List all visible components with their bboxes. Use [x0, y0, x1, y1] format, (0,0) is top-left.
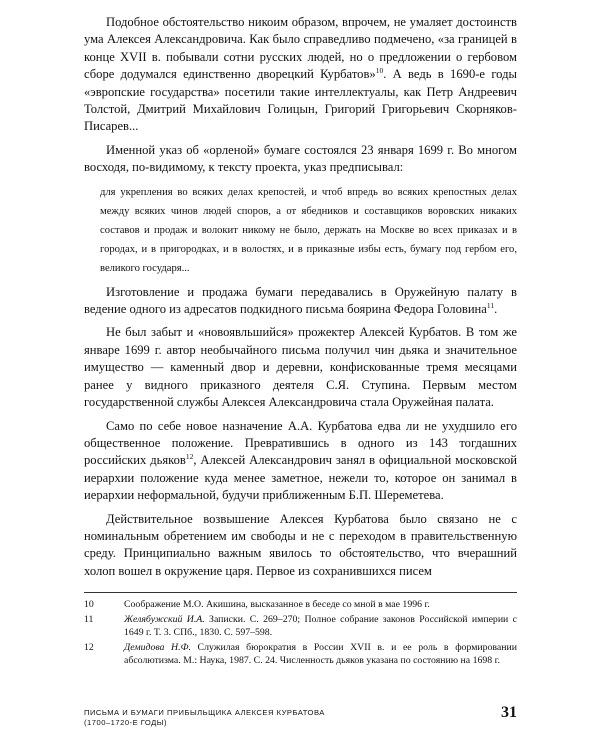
footnote-divider — [84, 592, 517, 593]
paragraph-4: Не был забыт и «новоявльшийся» прожектер Алексей Курбатов. В том же январе 1699 г. автор необычайного письма получил чин дьяка и значительное имущество — каменный двор и деревни, конфискованные тремя месяцами ранее у видного приказного деятеля С.Я. Ступина. Первым местом государственной службы Алексея Александровича стала Оружейная палата. — [84, 325, 517, 410]
paragraph-6: Действительное возвышение Алексея Курбатова было связано не с номинальным обретением им свободы и не с переходом в правительственную среду. Принципиально важным явилось то обстоятельство, что вчерашний холоп вошел в окружение царя. Первое из сохранившихся писем — [84, 511, 517, 578]
page-number: 31 — [501, 704, 517, 721]
footnote-12: 12 Демидова Н.Ф. Служилая бюрократия в России XVII в. и ее роль в формировании абсолютизма. М.: Наука, 1987. С. 24. Численность дьяков указана по состоянию на 1698 г. — [84, 642, 518, 666]
footnote-ref-10: 10 — [375, 66, 384, 76]
main-text — [84, 14, 517, 580]
paragraph-3: Изготовление и продажа бумаги передавались в Оружейную палату в ведение одного из адресатов подкидного письма боярина Федора Головина$^{11}$. — [84, 284, 517, 317]
footnote-ref-11: 11 — [486, 300, 495, 310]
running-title: ПИСЬМА И БУМАГИ ПРИБЫЛЬЩИКА АЛЕКСЕЯ КУРБАТОВА (1700–1720-Е ГОДЫ) — [84, 708, 325, 727]
paragraph-2: Именной указ об «орленой» бумаге состоялся 23 января 1699 г. Во многом восходя, по-видимому, к тексту проекта, указ предписывал: — [84, 142, 517, 175]
footnote-10: 10 Соображение М.О. Акишина, высказанное в беседе со мной в мае 1996 г. — [84, 599, 430, 610]
footnotes — [84, 598, 517, 669]
footnote-ref-12: 12 — [185, 452, 194, 462]
paragraph-5: Само по себе новое назначение А.А. Курбатова едва ли не ухудшило его общественное положение. Превратившись в одного из 143 тогдашних российских дьяков$^{12}$, Алексей Александрович занял в официальной московской иерархии положение куда менее заметное, нежели то, которое он занимал в иерархии неформальной, будучи приближенным Б.П. Шереметева. — [84, 418, 518, 503]
paragraph-1: Подобное обстоятельство никоим образом, впрочем, не умаляет достоинств ума Алексея Александровича. Как было справедливо подмечено, «за границей в конце XVII в. побывали сотни русских людей, но о предложении о гербовом сборе додумался единственно дворецкий Курбатов»$^{10}$. А ведь в 1690-е годы «эвропские государства» посетили такие интеллектуалы, как Петр Андреевич Толстой, Дмитрий Михайлович Голицын, Григорий Григорьевич Скорняков-Писарев... — [84, 15, 517, 134]
footnote-11: 11 Желябужский И.А. Записки. С. 269–270; Полное собрание законов Российской империи с 1649 г. Т. 3. СПб., 1830. С. 597–598. — [84, 614, 517, 638]
decree-quote: для укрепления во всяких делах крепостей, и чтоб впредь во всяких крепостных делах между всяких чинов людей споров, а от ябедников и составщиков воровских никаких составов и продаж и волокит никому не было, держать на Москве во всех приказах и в городах, и в пригородках, и в волостях, и в приказные избы есть, бумагу под гербом его, великого государя... — [100, 186, 517, 274]
